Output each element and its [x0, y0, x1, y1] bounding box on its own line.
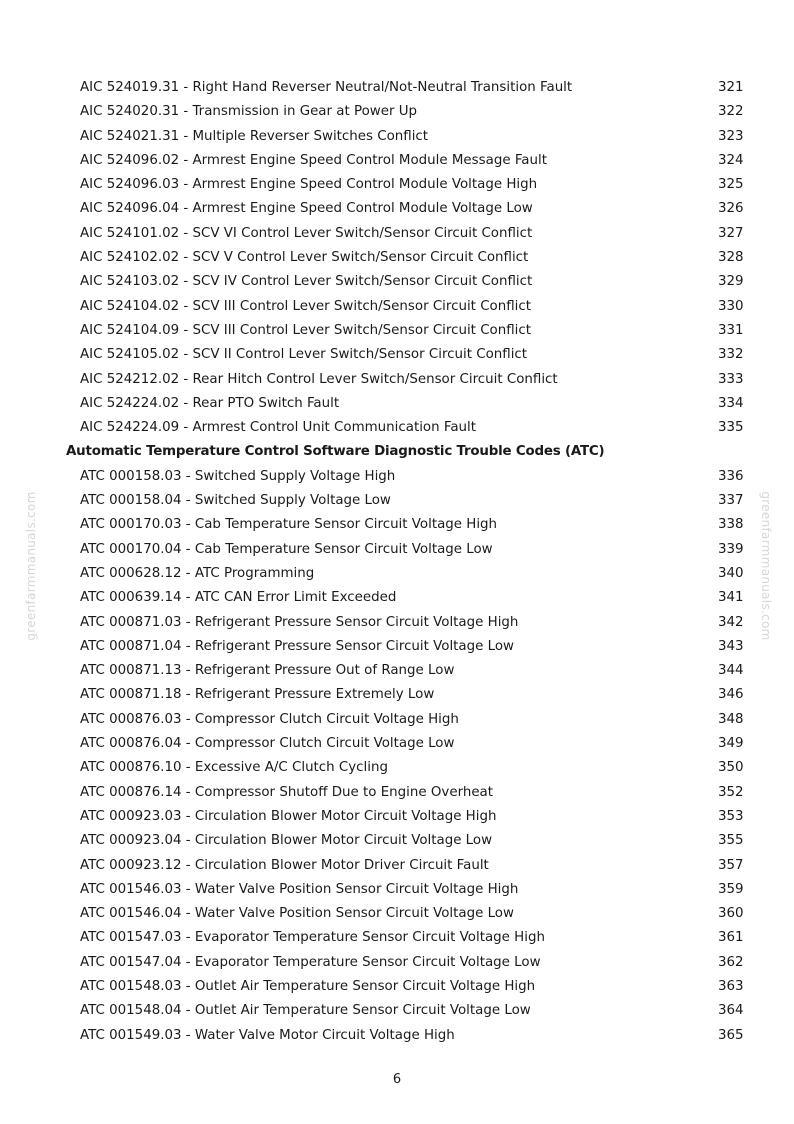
toc-entry-page-number: 359 [718, 881, 744, 897]
toc-entry-title: ATC 000876.10 - Excessive A/C Clutch Cycling [80, 760, 388, 776]
toc-entry[interactable] [0, 416, 794, 440]
toc-entry-page-number: 346 [718, 687, 744, 703]
toc-entry-page-number: 342 [718, 614, 744, 630]
toc-entry-page-number: 333 [718, 371, 744, 387]
toc-entry[interactable] [0, 562, 794, 586]
toc-entry-title: ATC 000923.04 - Circulation Blower Motor Circuit Voltage Low [80, 833, 493, 849]
toc-entry-page-number: 364 [718, 1003, 744, 1019]
toc-entry[interactable] [0, 926, 794, 950]
toc-entry-page-number: 321 [718, 80, 744, 95]
toc-entry-title: ATC 001547.04 - Evaporator Temperature Sensor Circuit Voltage Low [80, 954, 541, 970]
toc-entry-page-number: 324 [718, 152, 744, 168]
toc-entry-page-number: 362 [718, 954, 744, 970]
toc-entry-title: ATC 001546.03 - Water Valve Position Sensor Circuit Voltage High [80, 881, 519, 897]
toc-entry[interactable] [0, 392, 794, 416]
toc-entry-page-number: 337 [718, 493, 744, 509]
toc-entry-page-number: 339 [718, 541, 744, 557]
toc-entry[interactable] [0, 683, 794, 707]
toc-entry-title: ATC 001548.03 - Outlet Air Temperature Sensor Circuit Voltage High [80, 978, 536, 994]
page-number: 6 [392, 1072, 402, 1087]
toc-entry-title: AIC 524224.02 - Rear PTO Switch Fault [80, 395, 340, 411]
toc-entry-title: ATC 001547.03 - Evaporator Temperature Sensor Circuit Voltage High [80, 930, 545, 946]
toc-entry-page-number: 329 [718, 274, 744, 290]
toc-entry[interactable] [0, 197, 794, 221]
toc-entry-page-number: 357 [718, 857, 744, 873]
toc-entry[interactable] [0, 489, 794, 513]
toc-entry[interactable] [0, 878, 794, 902]
toc-entry[interactable] [0, 246, 794, 270]
watermark-left: greenfarmmanuals.com [24, 491, 38, 641]
toc-entry-title: AIC 524102.02 - SCV V Control Lever Switch/Sensor Circuit Conflict [80, 250, 529, 266]
toc-entry[interactable] [0, 295, 794, 319]
toc-entry-page-number: 338 [718, 517, 744, 533]
toc-entry-title: ATC 000871.03 - Refrigerant Pressure Sensor Circuit Voltage High [80, 614, 519, 630]
toc-entry-title: ATC 000628.12 - ATC Programming [80, 565, 315, 581]
toc-entry[interactable] [0, 975, 794, 999]
toc-entry-page-number: 327 [718, 225, 744, 241]
toc-entry-title: AIC 524020.31 - Transmission in Gear at Power Up [80, 104, 418, 120]
table-of-contents [0, 76, 794, 1048]
toc-entry[interactable] [0, 513, 794, 537]
toc-entry-title: AIC 524096.04 - Armrest Engine Speed Control Module Voltage Low [80, 201, 533, 217]
toc-entry-page-number: 334 [718, 395, 744, 411]
toc-entry-title: AIC 524021.31 - Multiple Reverser Switches Conflict [80, 128, 429, 144]
section-heading-title: Automatic Temperature Control Software Diagnostic Trouble Codes (ATC) [66, 444, 605, 460]
toc-entry-page-number: 343 [718, 638, 744, 654]
toc-entry[interactable] [0, 270, 794, 294]
toc-entry[interactable] [0, 173, 794, 197]
toc-entry[interactable] [0, 999, 794, 1023]
toc-entry[interactable] [0, 1024, 794, 1048]
toc-entry[interactable] [0, 732, 794, 756]
toc-entry-title: ATC 000158.04 - Switched Supply Voltage Low [80, 493, 391, 509]
toc-entry[interactable] [0, 708, 794, 732]
toc-entry-page-number: 322 [718, 104, 744, 120]
toc-entry-title: ATC 000170.04 - Cab Temperature Sensor Circuit Voltage Low [80, 541, 493, 557]
toc-entry[interactable] [0, 854, 794, 878]
toc-entry-title: ATC 001546.04 - Water Valve Position Sensor Circuit Voltage Low [80, 906, 514, 922]
toc-entry-page-number: 350 [718, 760, 744, 776]
toc-entry-page-number: 332 [718, 347, 744, 363]
toc-entry-page-number: 331 [718, 322, 744, 338]
toc-entry[interactable] [0, 368, 794, 392]
watermark-right: greenfarmmanuals.com [759, 491, 773, 641]
toc-entry-title: AIC 524019.31 - Right Hand Reverser Neutral/Not-Neutral Transition Fault [80, 80, 573, 95]
toc-entry-title: ATC 000923.12 - Circulation Blower Motor Driver Circuit Fault [80, 857, 489, 873]
toc-entry-page-number: 365 [718, 1027, 744, 1043]
toc-entry[interactable] [0, 76, 794, 100]
toc-entry-page-number: 355 [718, 833, 744, 849]
toc-entry-title: AIC 524224.09 - Armrest Control Unit Communication Fault [80, 420, 476, 436]
toc-entry-page-number: 353 [718, 808, 744, 824]
toc-entry-title: AIC 524096.02 - Armrest Engine Speed Control Module Message Fault [80, 152, 547, 168]
toc-entry-title: ATC 000871.13 - Refrigerant Pressure Out of Range Low [80, 663, 455, 679]
toc-entry-title: AIC 524104.09 - SCV III Control Lever Switch/Sensor Circuit Conflict [80, 322, 531, 338]
toc-entry-title: AIC 524103.02 - SCV IV Control Lever Switch/Sensor Circuit Conflict [80, 274, 533, 290]
toc-entry-title: AIC 524101.02 - SCV VI Control Lever Switch/Sensor Circuit Conflict [80, 225, 533, 241]
toc-entry[interactable] [0, 902, 794, 926]
toc-entry[interactable] [0, 343, 794, 367]
toc-entry[interactable] [0, 100, 794, 124]
toc-entry-page-number: 326 [718, 201, 744, 217]
toc-entry-page-number: 335 [718, 420, 744, 436]
toc-entry-page-number: 325 [718, 177, 744, 193]
toc-entry[interactable] [0, 149, 794, 173]
toc-entry[interactable] [0, 222, 794, 246]
toc-entry-page-number: 341 [718, 590, 744, 606]
toc-entry[interactable] [0, 125, 794, 149]
toc-entry[interactable] [0, 805, 794, 829]
toc-entry-title: AIC 524105.02 - SCV II Control Lever Switch/Sensor Circuit Conflict [80, 347, 528, 363]
toc-entry-title: ATC 000871.04 - Refrigerant Pressure Sensor Circuit Voltage Low [80, 638, 515, 654]
toc-entry-title: ATC 000923.03 - Circulation Blower Motor Circuit Voltage High [80, 808, 497, 824]
toc-entry-page-number: 340 [718, 565, 744, 581]
toc-entry[interactable] [0, 319, 794, 343]
toc-entry-page-number: 361 [718, 930, 744, 946]
toc-entry-page-number: 336 [718, 468, 744, 484]
toc-entry-page-number: 330 [718, 298, 744, 314]
toc-entry-title: ATC 000871.18 - Refrigerant Pressure Extremely Low [80, 687, 435, 703]
toc-entry[interactable] [0, 538, 794, 562]
toc-entry[interactable] [0, 659, 794, 683]
toc-entry-title: ATC 000876.14 - Compressor Shutoff Due to Engine Overheat [80, 784, 494, 800]
toc-entry[interactable] [0, 756, 794, 780]
toc-entry-page-number: 348 [718, 711, 744, 727]
toc-entry[interactable] [0, 465, 794, 489]
toc-entry-page-number: 344 [718, 663, 744, 679]
toc-entry-page-number: 328 [718, 250, 744, 266]
toc-entry[interactable] [0, 586, 794, 610]
toc-entry-title: ATC 000158.03 - Switched Supply Voltage High [80, 468, 396, 484]
toc-entry-page-number: 323 [718, 128, 744, 144]
toc-entry-title: AIC 524104.02 - SCV III Control Lever Switch/Sensor Circuit Conflict [80, 298, 531, 314]
toc-entry[interactable] [0, 951, 794, 975]
toc-entry[interactable] [0, 829, 794, 853]
toc-entry-page-number: 352 [718, 784, 744, 800]
toc-entry-page-number: 363 [718, 978, 744, 994]
toc-entry-page-number: 349 [718, 736, 744, 752]
toc-entry-title: ATC 000639.14 - ATC CAN Error Limit Exceeded [80, 590, 397, 606]
toc-entry[interactable] [0, 781, 794, 805]
toc-entry-title: ATC 000170.03 - Cab Temperature Sensor Circuit Voltage High [80, 517, 498, 533]
toc-entry-title: ATC 000876.04 - Compressor Clutch Circuit Voltage Low [80, 736, 455, 752]
toc-entry-title: AIC 524096.03 - Armrest Engine Speed Control Module Voltage High [80, 177, 538, 193]
toc-entry[interactable] [0, 635, 794, 659]
toc-section-heading [0, 440, 794, 464]
toc-entry-title: ATC 001548.04 - Outlet Air Temperature Sensor Circuit Voltage Low [80, 1003, 531, 1019]
toc-entry-page-number: 360 [718, 906, 744, 922]
toc-entry[interactable] [0, 611, 794, 635]
toc-entry-title: ATC 001549.03 - Water Valve Motor Circuit Voltage High [80, 1027, 455, 1043]
toc-entry-title: AIC 524212.02 - Rear Hitch Control Lever Switch/Sensor Circuit Conflict [80, 371, 558, 387]
toc-entry-title: ATC 000876.03 - Compressor Clutch Circuit Voltage High [80, 711, 459, 727]
